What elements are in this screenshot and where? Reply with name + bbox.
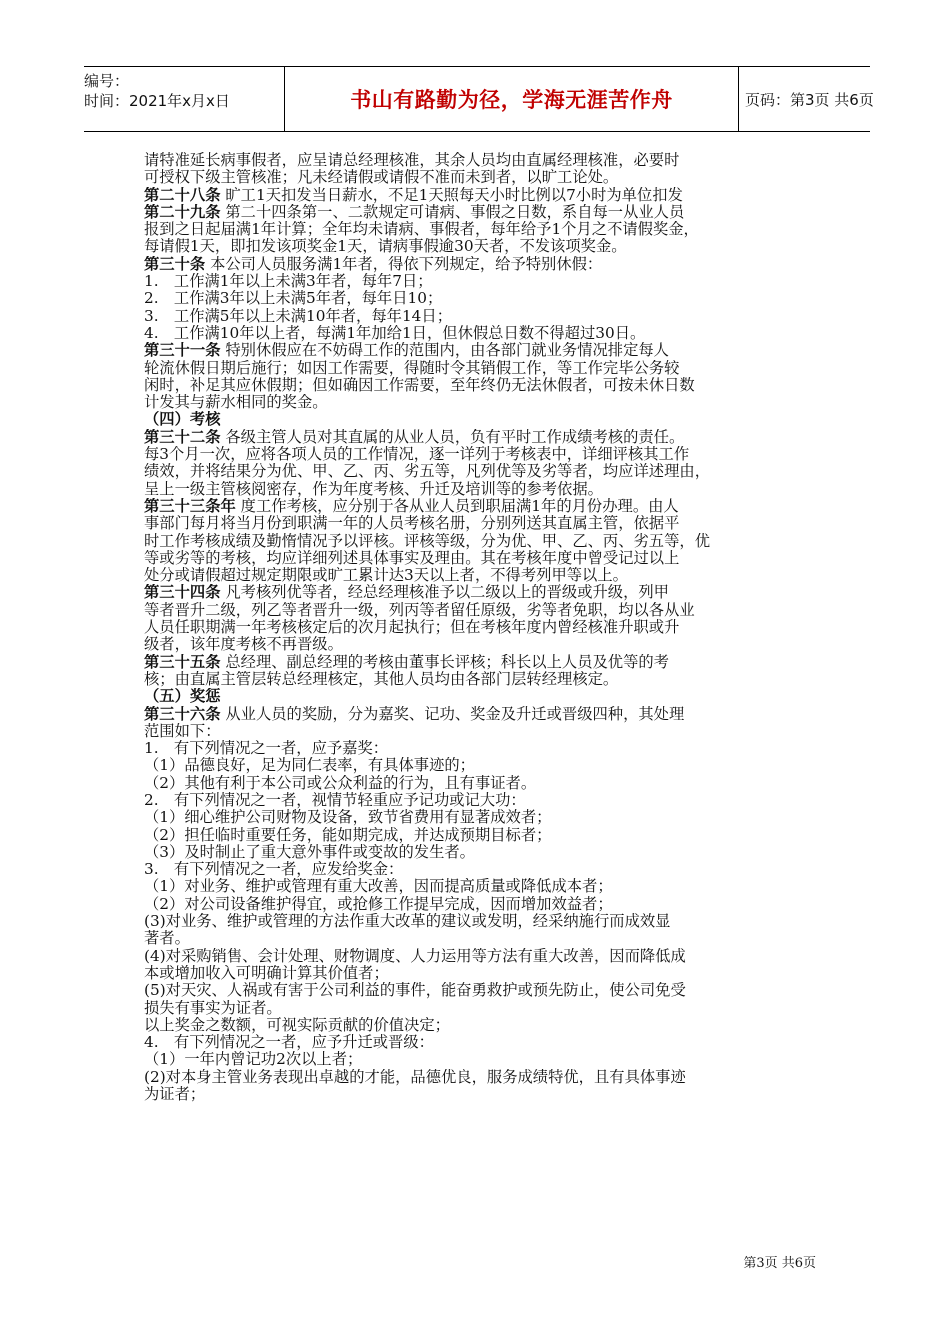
line-text: 为证者； [144, 1086, 206, 1104]
line-text: (2)对本身主管业务表现出卓越的才能，品德优良，服务成绩特优，且有具体事迹 [144, 1068, 686, 1086]
line-text: 4. 工作满10年以上者，每满1年加给1日，但休假总日数不得超过30日。 [144, 324, 646, 342]
body-line [144, 238, 816, 255]
body-line [144, 152, 816, 169]
body-line [144, 550, 816, 567]
line-text: （2）担任临时重要任务，能如期完成，并达成预期目标者； [144, 826, 552, 844]
line-text: 本公司人员服务满1年者，得依下列规定，给予特别休假： [205, 255, 603, 273]
body-line [144, 757, 816, 774]
body-line [144, 256, 816, 273]
body-line [144, 1034, 816, 1051]
line-text: 时工作考核成绩及勤惰情况予以评核。评核等级，分为优、甲、乙、丙、劣五等，优 [144, 532, 710, 550]
line-text: （1）细心维护公司财物及设备，致节省费用有显著成效者； [144, 809, 552, 827]
line-text: 等者晋升二级，列乙等者晋升一级，列丙等者留任原级，劣等者免职，均以各从业 [144, 601, 695, 619]
line-text: 轮流休假日期后施行；如因工作需要，得随时令其销假工作，等工作完毕公务较 [144, 359, 680, 377]
line-text: 人员任职期满一年考核核定后的次月起执行；但在考核年度内曾经核准升职或升 [144, 619, 680, 637]
line-text: 核；由直属主管层转总经理核定，其他人员均由各部门层转经理核定。 [144, 670, 619, 688]
line-text: 等或劣等的考核，均应详细列述具体事实及理由。其在考核年度中曾受记过以上 [144, 549, 680, 567]
body-line [144, 619, 816, 636]
article-heading: （五）奖惩 [144, 688, 221, 706]
line-text: 本或增加收入可明确计算其价值者； [144, 964, 389, 982]
line-text: 呈上一级主管核阅密存，作为年度考核、升迁及培训等的参考依据。 [144, 480, 603, 498]
body-line [144, 429, 816, 446]
line-text: 损失有事实为证者。 [144, 999, 282, 1017]
body-line [144, 1069, 816, 1086]
body-line [144, 515, 816, 532]
body-line [144, 602, 816, 619]
body-line [144, 930, 816, 947]
body-line [144, 342, 816, 359]
line-text: 各级主管人员对其直属的从业人员，负有平时工作成绩考核的责任。 [220, 428, 685, 446]
body-line [144, 533, 816, 550]
body-line [144, 844, 816, 861]
article-heading: 第三十五条 [144, 653, 221, 671]
line-text: 3. 工作满5年以上未满10年者，每年14日； [144, 307, 453, 325]
body-line [144, 273, 816, 290]
body-line [144, 861, 816, 878]
line-text: 3. 有下列情况之一者，应发给奖金： [144, 861, 404, 879]
line-text: 处分或请假超过规定期限或旷工累计达3天以上者，不得考列甲等以上。 [144, 567, 628, 585]
body-line [144, 740, 816, 757]
body-line [144, 809, 816, 826]
line-text: 特别休假应在不妨碍工作的范围内，由各部门就业务情况排定每人 [220, 342, 669, 360]
header-motto: 书山有路勤为径，学海无涯苦作舟 [284, 67, 739, 131]
line-text: （1）品德良好，足为同仁表率，有具体事迹的； [144, 757, 475, 775]
body-line [144, 827, 816, 844]
body-line [144, 1017, 816, 1034]
line-text: (3)对业务、维护或管理的方法作重大改革的建议或发明，经采纳施行而成效显 [144, 913, 671, 931]
header-page-number: 页码：第3页 共6页 [745, 90, 874, 109]
line-text: （2）其他有利于本公司或公众利益的行为，且有事证者。 [144, 774, 537, 792]
article-heading: 第三十二条 [144, 428, 221, 446]
page-header [84, 66, 874, 132]
line-text: 级者，该年度考核不再晋级。 [144, 636, 343, 654]
line-text: 旷工1天扣发当日薪水，不足1天照每天小时比例以7小时为单位扣发 [220, 186, 683, 204]
line-text: 每3个月一次，应将各项人员的工作情况，逐一详列于考核表中，详细评核其工作 [144, 446, 690, 464]
article-heading: 第二十八条 [144, 186, 221, 204]
body-line [144, 584, 816, 601]
line-text: 每请假1天，即扣发该项奖金1天，请病事假逾30天者，不发该项奖金。 [144, 238, 627, 256]
body-line [144, 446, 816, 463]
line-text: （3）及时制止了重大意外事件或变故的发生者。 [144, 843, 475, 861]
line-text: 事部门每月将当月份到职满一年的人员考核名册，分别列送其直属主管，依据平 [144, 515, 680, 533]
body-line [144, 204, 816, 221]
body-line [144, 896, 816, 913]
body-line [144, 878, 816, 895]
body-line [144, 775, 816, 792]
line-text: 请特准延长病事假者，应呈请总经理核准，其余人员均由直属经理核准，必要时 [144, 152, 680, 169]
line-text: (5)对天灾、人祸或有害于公司利益的事件，能奋勇救护或预先防止，使公司免受 [144, 982, 686, 1000]
body-line [144, 792, 816, 809]
body-line [144, 636, 816, 653]
body-line [144, 377, 816, 394]
line-text: （2）对公司设备维护得宜，或抢修工作提早完成，因而增加效益者； [144, 895, 613, 913]
line-text: 1. 有下列情况之一者，应予嘉奖： [144, 740, 389, 758]
body-line [144, 706, 816, 723]
article-heading: 第二十九条 [144, 203, 221, 221]
line-text: 第二十四条第一、二款规定可请病、事假之日数，系自每一从业人员 [220, 203, 685, 221]
body-line [144, 982, 816, 999]
line-text: (4)对采购销售、会计处理、财物调度、人力运用等方法有重大改善，因而降低成 [144, 947, 686, 965]
line-text: （1）一年内曾记功2次以上者； [144, 1051, 363, 1069]
body-line [144, 394, 816, 411]
doc-time-label: 时间：2021年x月x日 [84, 92, 230, 110]
line-text: 1. 工作满1年以上未满3年者，每年7日； [144, 273, 433, 291]
line-text: 范围如下： [144, 722, 221, 740]
line-text: 绩效，并将结果分为优、甲、乙、丙、劣五等，凡列优等及劣等者，均应详述理由， [144, 463, 710, 481]
body-line [144, 671, 816, 688]
body-line [144, 290, 816, 307]
article-heading: 第三十六条 [144, 705, 221, 723]
body-line [144, 913, 816, 930]
line-text: 度工作考核，应分别于各从业人员到职届满1年的月份办理。由人 [235, 497, 679, 515]
body-line [144, 481, 816, 498]
body-line [144, 187, 816, 204]
body-line [144, 1051, 816, 1068]
body-line [144, 360, 816, 377]
article-heading: 第三十三条年 [144, 497, 236, 515]
line-text: 著者。 [144, 930, 190, 948]
body-line [144, 463, 816, 480]
document-body [144, 152, 816, 1103]
body-line [144, 965, 816, 982]
line-text: 闲时，补足其应休假期；但如确因工作需要，至年终仍无法休假者，可按未休日数 [144, 376, 695, 394]
body-line [144, 948, 816, 965]
line-text: 2. 有下列情况之一者，视情节轻重应予记功或记大功： [144, 791, 526, 809]
body-line [144, 308, 816, 325]
line-text: 从业人员的奖励，分为嘉奖、记功、奖金及升迁或晋级四种，其处理 [220, 705, 685, 723]
body-line [144, 688, 816, 705]
body-line [144, 221, 816, 238]
body-line [144, 411, 816, 428]
body-line [144, 169, 816, 186]
body-line [144, 1000, 816, 1017]
article-heading: （四）考核 [144, 411, 221, 429]
doc-code-label: 编号： [84, 72, 130, 90]
line-text: 2. 工作满3年以上未满5年者，每年日10； [144, 290, 443, 308]
body-line [144, 723, 816, 740]
line-text: 报到之日起届满1年计算；全年均未请病、事假者，每年给予1个月之不请假奖金， [144, 221, 699, 239]
body-line [144, 1086, 816, 1103]
line-text: 计发其与薪水相同的奖金。 [144, 394, 328, 412]
line-text: 可授权下级主管核准；凡未经请假或请假不准而未到者，以旷工论处。 [144, 169, 619, 187]
article-heading: 第三十条 [144, 255, 206, 273]
body-line [144, 654, 816, 671]
line-text: 以上奖金之数额，可视实际贡献的价值决定； [144, 1016, 450, 1034]
line-text: （1）对业务、维护或管理有重大改善，因而提高质量或降低成本者； [144, 878, 613, 896]
body-line [144, 498, 816, 515]
body-line [144, 325, 816, 342]
article-heading: 第三十一条 [144, 342, 221, 360]
article-heading: 第三十四条 [144, 584, 221, 602]
line-text: 凡考核列优等者，经总经理核准予以二级以上的晋级或升级，列甲 [220, 584, 669, 602]
line-text: 总经理、副总经理的考核由董事长评核；科长以上人员及优等的考 [220, 653, 669, 671]
header-meta [84, 67, 284, 131]
footer-page-number: 第3页 共6页 [743, 1256, 816, 1271]
line-text: 4. 有下列情况之一者，应予升迁或晋级： [144, 1034, 434, 1052]
body-line [144, 567, 816, 584]
